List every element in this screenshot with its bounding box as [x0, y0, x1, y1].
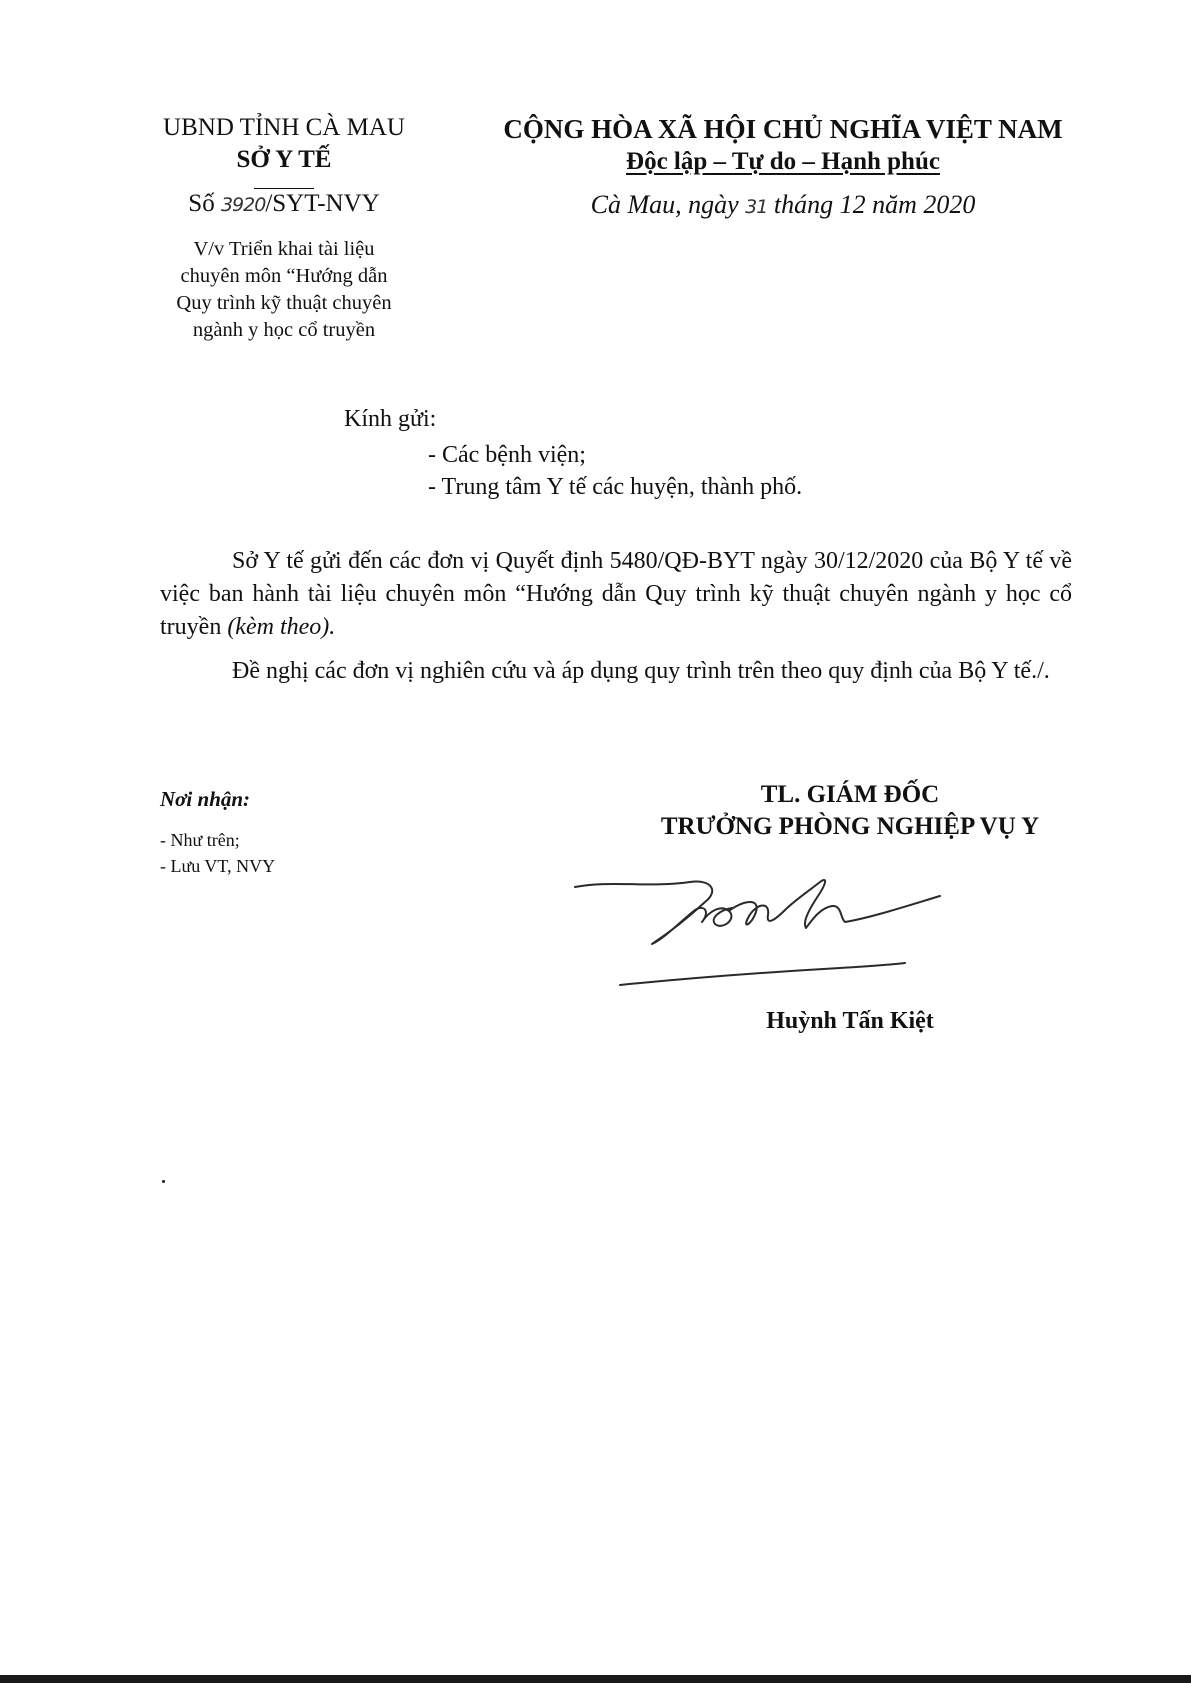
department-underline: [254, 188, 314, 189]
signer-name: Huỳnh Tấn Kiệt: [766, 1008, 934, 1034]
doc-number-handwritten: 3920: [220, 194, 266, 216]
signature-title-line-1: TL. GIÁM ĐỐC: [760, 781, 940, 808]
date-suffix: tháng 12 năm 2020: [767, 190, 976, 219]
receivers-title: Nơi nhận:: [160, 787, 251, 811]
doc-number-prefix: Số: [188, 190, 221, 217]
document-number: [140, 190, 428, 218]
date-day-handwritten: 31: [745, 196, 768, 218]
subject-line: ngành y học cổ truyền: [192, 319, 376, 341]
recipient-item: - Các bệnh viện;: [428, 442, 586, 468]
subject-line: Quy trình kỹ thuật chuyên: [176, 292, 392, 314]
recipient-item: - Trung tâm Y tế các huyện, thành phố.: [428, 474, 803, 500]
subject-line: chuyên môn “Hướng dẫn: [180, 265, 388, 287]
authority-name: UBND TỈNH CÀ MAU: [163, 114, 405, 141]
national-motto: Độc lập – Tự do – Hạnh phúc: [626, 148, 940, 175]
subject-line: V/v Triển khai tài liệu: [193, 238, 375, 260]
paragraph-1-attachment-note: (kèm theo).: [227, 614, 336, 640]
recipients-label: Kính gửi:: [344, 406, 437, 432]
department-name: SỞ Y TẾ: [236, 146, 332, 173]
date-prefix: Cà Mau, ngày: [590, 190, 746, 219]
receiver-item: - Lưu VT, NVY: [160, 856, 276, 876]
paragraph-1-text: Sở Y tế gửi đến các đơn vị Quyết định 5480/QĐ-BYT ngày 30/12/2020 của Bộ Y tế về việc ban hành tài liệu chuyên môn “Hướng dẫn Quy trình kỹ thuật chuyên ngành y học cổ truyền: [160, 548, 1072, 640]
receiver-item: - Như trên;: [160, 830, 240, 850]
body-paragraph-2: Đề nghị các đơn vị nghiên cứu và áp dụng quy trình trên theo quy định của Bộ Y tế./.: [232, 658, 1050, 684]
issuing-authority-block: [140, 112, 428, 194]
scan-bottom-border: [0, 1675, 1191, 1683]
handwritten-signature: [570, 860, 1020, 990]
national-header-block: [458, 112, 1108, 178]
doc-number-suffix: /SYT-NVY: [265, 190, 380, 217]
national-name: CỘNG HÒA XÃ HỘI CHỦ NGHĨA VIỆT NAM: [503, 114, 1063, 144]
stray-dot: [162, 1180, 165, 1183]
body-paragraph-1: [160, 545, 1072, 644]
signature-title-line-2: TRƯỞNG PHÒNG NGHIỆP VỤ Y: [660, 813, 1040, 840]
date-line: [458, 190, 1108, 220]
document-subject: [140, 236, 428, 344]
